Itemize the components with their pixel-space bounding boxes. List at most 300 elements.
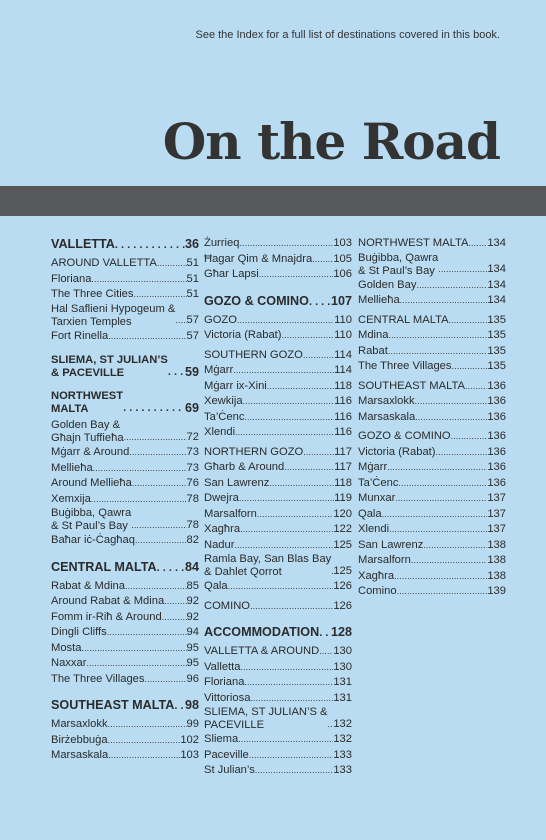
toc-entry-label-line: & Dahlet Qorrot xyxy=(204,566,282,578)
toc-page-number: 136 xyxy=(487,379,506,392)
toc-page-number: 136 xyxy=(487,410,506,423)
dot-leader xyxy=(257,507,333,523)
dot-leader xyxy=(108,748,180,764)
dot-leader xyxy=(235,425,334,441)
toc-entry xyxy=(51,461,199,477)
toc-entry xyxy=(51,445,199,461)
toc-page-number: 135 xyxy=(487,344,506,357)
toc-entry-label: The Three Villages xyxy=(358,360,452,372)
toc-page-number: 136 xyxy=(487,476,506,489)
dot-leader xyxy=(415,394,488,410)
toc-entry xyxy=(51,672,199,688)
dot-leader xyxy=(174,697,185,714)
dot-leader xyxy=(397,584,488,600)
toc-entry-label-line: SLIEMA, ST JULIAN’S xyxy=(51,354,168,366)
toc-entry xyxy=(204,460,352,476)
toc-entry xyxy=(51,303,199,329)
toc-entry-label xyxy=(51,354,168,380)
toc-entry-label: Golden Bay xyxy=(358,278,417,291)
toc-page-number: 120 xyxy=(333,507,352,520)
dot-leader xyxy=(267,379,334,395)
toc-entry-label xyxy=(51,390,123,416)
toc-entry xyxy=(358,313,506,329)
dot-leader xyxy=(312,252,333,268)
dot-leader xyxy=(237,313,334,329)
toc-entry-label: Marsalforn xyxy=(204,507,257,520)
dot-leader xyxy=(135,533,187,549)
dot-leader xyxy=(129,445,186,461)
page-title: On the Road xyxy=(162,112,500,171)
toc-entry-label: The Three Cities xyxy=(51,288,134,300)
toc-entry xyxy=(204,313,352,329)
dot-leader xyxy=(243,394,335,410)
toc-entry xyxy=(51,272,199,288)
toc-entry xyxy=(358,344,506,360)
dot-leader xyxy=(233,363,334,379)
toc-entry-label: Floriana xyxy=(51,272,92,285)
toc-entry-label: Mġarr xyxy=(204,364,234,376)
dot-leader xyxy=(259,267,334,283)
toc-section-heading xyxy=(51,390,199,416)
dot-leader xyxy=(319,624,331,641)
toc-entry xyxy=(358,507,506,523)
toc-entry-label: Xewkija xyxy=(204,395,243,407)
dot-leader xyxy=(157,559,185,576)
toc-page-number: 73 xyxy=(186,446,199,458)
toc-page-number: 134 xyxy=(487,237,506,249)
toc-entry xyxy=(358,491,506,507)
toc-page-number: 103 xyxy=(180,749,199,761)
dot-leader xyxy=(228,579,334,595)
toc-entry xyxy=(51,329,199,345)
toc-page-number: 126 xyxy=(333,580,352,592)
toc-page-number: 133 xyxy=(333,748,352,761)
dot-leader xyxy=(175,313,186,329)
toc-entry-label xyxy=(51,507,131,533)
toc-page-number: 122 xyxy=(333,523,352,535)
dot-leader xyxy=(309,293,331,310)
toc-page-number: 135 xyxy=(487,329,506,341)
toc-entry-label: Xemxija xyxy=(51,492,91,505)
toc-entry xyxy=(204,675,352,691)
toc-entry-label: Mdina xyxy=(358,329,389,341)
toc-entry-label: Mellieħa xyxy=(358,294,400,306)
toc-page-number: 137 xyxy=(487,492,506,504)
toc-entry-label: SOUTHEAST MALTA xyxy=(358,379,465,392)
dot-leader xyxy=(145,672,187,688)
toc-page-number: 110 xyxy=(334,329,352,341)
dot-leader xyxy=(269,476,334,492)
title-band xyxy=(0,186,546,216)
toc-entry xyxy=(51,256,199,272)
toc-page-number: 96 xyxy=(186,672,199,685)
dot-leader xyxy=(436,445,488,461)
dot-leader xyxy=(387,460,487,476)
toc-entry-label: Qala xyxy=(358,507,382,520)
toc-entry-label: Żurrieq xyxy=(204,237,240,249)
toc-entry xyxy=(358,522,506,538)
toc-page-number: 132 xyxy=(333,717,352,730)
toc-entry xyxy=(51,610,199,626)
dot-leader xyxy=(449,313,488,329)
dot-leader xyxy=(388,328,487,344)
toc-entry xyxy=(204,599,352,615)
toc-entry xyxy=(51,507,199,533)
dot-leader xyxy=(123,399,185,416)
dot-leader xyxy=(250,599,333,615)
dot-leader xyxy=(416,278,487,294)
toc-entry xyxy=(51,656,199,672)
toc-entry-label: Floriana xyxy=(204,676,245,688)
toc-page-number: 139 xyxy=(487,585,506,597)
dot-leader xyxy=(81,641,186,657)
toc-entry-label: VALLETTA & AROUND xyxy=(204,645,320,657)
toc-entry-label: Paceville xyxy=(204,748,249,761)
toc-page-number: 110 xyxy=(334,313,352,326)
toc-entry xyxy=(358,252,506,278)
dot-leader xyxy=(244,675,333,691)
toc-entry-label-line: Golden Bay & xyxy=(51,419,121,431)
toc-column-2 xyxy=(204,236,352,779)
dot-leader xyxy=(452,359,488,375)
toc-page-number: 118 xyxy=(334,476,352,489)
dot-leader xyxy=(382,507,488,523)
dot-leader xyxy=(250,691,333,707)
toc-page-number: 132 xyxy=(333,733,352,745)
toc-page-number: 92 xyxy=(186,610,199,623)
toc-entry xyxy=(358,553,506,569)
dot-leader xyxy=(395,491,487,507)
toc-entry-label-line: & PACEVILLE xyxy=(51,367,125,379)
toc-entry-label xyxy=(204,706,328,732)
toc-page-number: 36 xyxy=(184,237,199,251)
dot-leader xyxy=(162,610,187,626)
dot-leader xyxy=(303,348,334,364)
toc-column-1 xyxy=(51,236,199,764)
toc-page-number: 126 xyxy=(333,599,352,612)
toc-entry xyxy=(204,328,352,344)
toc-page-number: 57 xyxy=(186,314,199,326)
dot-leader xyxy=(131,518,186,534)
toc-entry xyxy=(358,328,506,344)
toc-page-number: 133 xyxy=(333,764,352,776)
dot-leader xyxy=(400,293,488,309)
toc-entry xyxy=(204,732,352,748)
toc-page-number: 57 xyxy=(186,329,199,342)
toc-entry xyxy=(204,553,352,579)
toc-entry-label-line: Buġibba, Qawra xyxy=(358,251,439,264)
toc-page-number: 116 xyxy=(334,410,352,423)
toc-page-number: 116 xyxy=(334,426,352,438)
dot-leader xyxy=(284,460,334,476)
dot-leader xyxy=(115,236,185,253)
dot-leader xyxy=(108,329,186,345)
toc-entry xyxy=(204,425,352,441)
dot-leader xyxy=(303,445,334,461)
dot-leader xyxy=(319,644,333,660)
toc-page-number: 128 xyxy=(330,625,352,639)
toc-entry-label-line: Hal Saflieni Hypogeum & xyxy=(51,302,176,315)
toc-section-heading xyxy=(51,236,199,253)
toc-entry-label: Rabat xyxy=(358,344,388,357)
toc-entry-label: Dingli Cliffs xyxy=(51,626,107,638)
toc-entry-label: Marsaxlokk xyxy=(51,718,108,730)
toc-entry-label: Victoria (Rabat) xyxy=(358,445,436,458)
toc-page-number: 119 xyxy=(334,492,352,504)
dot-leader xyxy=(249,748,334,764)
toc-page-number: 138 xyxy=(487,538,506,551)
toc-entry xyxy=(204,522,352,538)
toc-entry xyxy=(51,748,199,764)
toc-page-number: 95 xyxy=(186,657,199,669)
toc-entry-label: Xlendi xyxy=(358,523,390,535)
toc-entry-label: Munxar xyxy=(358,492,396,504)
toc-entry-label: Birżebbuġa xyxy=(51,733,108,746)
dot-leader xyxy=(164,594,186,610)
toc-entry-label: Xlendi xyxy=(204,426,236,438)
dot-leader xyxy=(394,569,487,585)
toc-entry-label: Mġarr & Around xyxy=(51,446,130,458)
dot-leader xyxy=(108,733,181,749)
toc-entry-label-line: & St Paul’s Bay xyxy=(51,520,128,532)
toc-page-number: 131 xyxy=(333,691,352,704)
toc-entry-label: NORTHWEST MALTA xyxy=(358,237,469,249)
toc-entry-label: Sliema xyxy=(204,733,239,745)
toc-entry xyxy=(51,641,199,657)
toc-entry xyxy=(204,748,352,764)
dot-leader xyxy=(132,476,187,492)
toc-entry xyxy=(358,429,506,445)
toc-entry-label: Around Rabat & Mdina xyxy=(51,595,165,607)
toc-entry-label: AROUND VALLETTA xyxy=(51,257,157,269)
toc-entry xyxy=(358,460,506,476)
toc-entry-label: GOZO xyxy=(204,313,237,326)
toc-page-number: 98 xyxy=(184,698,199,712)
toc-page-number: 138 xyxy=(487,554,506,566)
dot-leader xyxy=(234,538,333,554)
dot-leader xyxy=(244,410,334,426)
toc-entry xyxy=(358,394,506,410)
toc-entry xyxy=(204,348,352,364)
toc-entry-label: Baħar iċ-Ċagħaq xyxy=(51,534,135,546)
toc-page-number: 134 xyxy=(487,263,506,275)
toc-entry xyxy=(204,252,352,268)
toc-section-heading xyxy=(204,293,352,310)
toc-entry-label xyxy=(51,419,124,445)
dot-leader xyxy=(438,262,487,278)
dot-leader xyxy=(282,328,335,344)
toc-entry xyxy=(204,706,352,732)
toc-page-number: 117 xyxy=(334,445,352,458)
toc-entry-label: Victoria (Rabat) xyxy=(204,329,282,341)
toc-entry xyxy=(358,569,506,585)
toc-entry-label: Rabat & Mdina xyxy=(51,579,126,592)
toc-page-number: 134 xyxy=(487,294,506,306)
toc-page-number: 95 xyxy=(186,641,199,654)
toc-page-number: 78 xyxy=(186,518,199,531)
toc-page-number: 118 xyxy=(334,379,352,392)
toc-page-number: 114 xyxy=(334,364,352,376)
toc-entry xyxy=(358,379,506,395)
toc-page-number: 59 xyxy=(184,365,199,379)
toc-entry xyxy=(204,579,352,595)
toc-entry xyxy=(204,363,352,379)
toc-page-number: 131 xyxy=(333,676,352,688)
toc-entry-label: VALLETTA xyxy=(51,237,115,251)
toc-page-number: 51 xyxy=(186,257,199,269)
toc-page-number: 136 xyxy=(487,445,506,458)
toc-page-number: 138 xyxy=(487,569,506,582)
toc-entry xyxy=(204,538,352,554)
dot-leader xyxy=(389,522,487,538)
toc-page-number: 92 xyxy=(186,595,199,607)
toc-page-number: 137 xyxy=(487,523,506,535)
toc-entry-label: Għarb & Around xyxy=(204,461,285,473)
dot-leader xyxy=(255,763,334,779)
toc-page-number: 78 xyxy=(186,492,199,505)
toc-entry xyxy=(204,660,352,676)
dot-leader xyxy=(108,717,187,733)
toc-page-number: 134 xyxy=(487,278,506,291)
toc-entry xyxy=(51,533,199,549)
dot-leader xyxy=(125,579,187,595)
toc-entry xyxy=(204,236,352,252)
toc-page-number: 99 xyxy=(186,718,199,730)
dot-leader xyxy=(451,429,488,445)
toc-page-number: 69 xyxy=(184,401,199,415)
toc-page-number: 85 xyxy=(186,579,199,592)
dot-leader xyxy=(157,256,187,272)
toc-entry-label: Dwejra xyxy=(204,492,239,504)
toc-section-heading xyxy=(51,559,199,576)
toc-page-number: 136 xyxy=(487,430,506,442)
toc-entry-label: Xagħra xyxy=(358,569,395,582)
toc-entry-label: Fort Rinella xyxy=(51,329,109,342)
dot-leader xyxy=(238,732,333,748)
toc-entry-label: The Three Villages xyxy=(51,672,145,685)
toc-entry xyxy=(204,267,352,283)
dot-leader xyxy=(411,553,487,569)
toc-page-number: 137 xyxy=(487,507,506,520)
toc-entry xyxy=(358,293,506,309)
toc-section-heading xyxy=(51,697,199,714)
toc-entry-label-line: & St Paul’s Bay xyxy=(358,264,435,277)
toc-entry-label: Marsaxlokk xyxy=(358,395,415,407)
toc-page-number: 114 xyxy=(334,348,352,361)
toc-page-number: 105 xyxy=(333,252,352,265)
toc-entry xyxy=(51,419,199,445)
toc-entry-label-line: Ramla Bay, San Blas Bay xyxy=(204,553,332,565)
toc-entry-label: Naxxar xyxy=(51,657,87,669)
toc-entry-label: Comino xyxy=(358,585,397,597)
toc-entry-label-line: MALTA xyxy=(51,403,89,415)
toc-entry xyxy=(204,410,352,426)
toc-page-number: 51 xyxy=(186,272,199,285)
toc-page-number: 94 xyxy=(186,626,199,638)
dot-leader xyxy=(468,236,487,252)
toc-entry xyxy=(204,379,352,395)
toc-page-number: 136 xyxy=(487,395,506,407)
toc-page-number: 106 xyxy=(333,268,352,280)
toc-entry-label: Valletta xyxy=(204,660,241,673)
toc-entry xyxy=(51,579,199,595)
toc-page-number: 51 xyxy=(186,288,199,300)
toc-page-number: 130 xyxy=(333,660,352,673)
toc-entry-label: Qala xyxy=(204,580,228,592)
toc-entry-label: Mġarr xyxy=(358,461,388,473)
toc-entry xyxy=(204,691,352,707)
dot-leader xyxy=(124,430,187,446)
dot-leader xyxy=(398,476,487,492)
toc-entry xyxy=(204,394,352,410)
dot-leader xyxy=(93,461,187,477)
toc-page-number: 135 xyxy=(487,360,506,372)
dot-leader xyxy=(168,363,185,380)
toc-entry-label: GOZO & COMINO xyxy=(358,430,451,442)
toc-entry-label-line: SLIEMA, ST JULIAN’S & xyxy=(204,706,328,718)
toc-entry-label-line: Buġibba, Qawra xyxy=(51,507,132,519)
dot-leader xyxy=(465,379,487,395)
toc-entry-label: San Lawrenz xyxy=(204,476,270,489)
toc-entry xyxy=(204,507,352,523)
toc-column-3 xyxy=(358,236,506,600)
toc-entry-label: San Lawrenz xyxy=(358,538,424,551)
toc-entry xyxy=(51,492,199,508)
toc-entry xyxy=(204,491,352,507)
toc-entry-label: GOZO & COMINO xyxy=(204,293,309,308)
toc-page-number: 125 xyxy=(333,564,352,577)
toc-entry xyxy=(358,476,506,492)
toc-entry xyxy=(204,445,352,461)
toc-entry-label: St Julian’s xyxy=(204,764,255,776)
dot-leader xyxy=(423,538,487,554)
dot-leader xyxy=(388,344,487,360)
toc-entry xyxy=(51,287,199,303)
toc-entry-label: Xagħra xyxy=(204,523,241,535)
toc-entry xyxy=(51,625,199,641)
dot-leader xyxy=(240,522,333,538)
toc-entry xyxy=(358,236,506,252)
toc-entry-label: ACCOMMODATION xyxy=(204,625,320,639)
toc-page-number: 76 xyxy=(186,477,199,489)
toc-entry-label: Marsaskala xyxy=(358,410,416,423)
dot-leader xyxy=(239,236,333,252)
toc-entry xyxy=(204,476,352,492)
toc-entry-label: Fomm ir-Riħ & Around xyxy=(51,610,162,623)
toc-entry xyxy=(358,278,506,294)
toc-entry-label-line: Għajn Tuffieħa xyxy=(51,432,124,444)
toc-entry xyxy=(358,584,506,600)
dot-leader xyxy=(91,492,187,508)
toc-entry-label: Ta’Ċenc xyxy=(358,476,399,489)
toc-entry-label xyxy=(51,303,175,329)
dot-leader xyxy=(415,410,487,426)
dot-leader xyxy=(134,287,187,303)
toc-page-number: 82 xyxy=(186,534,199,546)
toc-entry-label xyxy=(358,252,438,278)
toc-entry-label: Ħagar Qim & Mnajdra xyxy=(204,252,313,265)
toc-entry xyxy=(51,717,199,733)
toc-entry-label: NORTHERN GOZO xyxy=(204,445,304,458)
toc-entry xyxy=(51,594,199,610)
toc-entry-label-line: NORTHWEST xyxy=(51,390,124,402)
toc-entry-label: SOUTHERN GOZO xyxy=(204,348,303,361)
toc-page-number: 73 xyxy=(186,461,199,474)
toc-entry-label: SOUTHEAST MALTA xyxy=(51,698,175,712)
toc-page-number: 102 xyxy=(180,733,199,746)
dot-leader xyxy=(239,491,334,507)
dot-leader xyxy=(86,656,186,672)
